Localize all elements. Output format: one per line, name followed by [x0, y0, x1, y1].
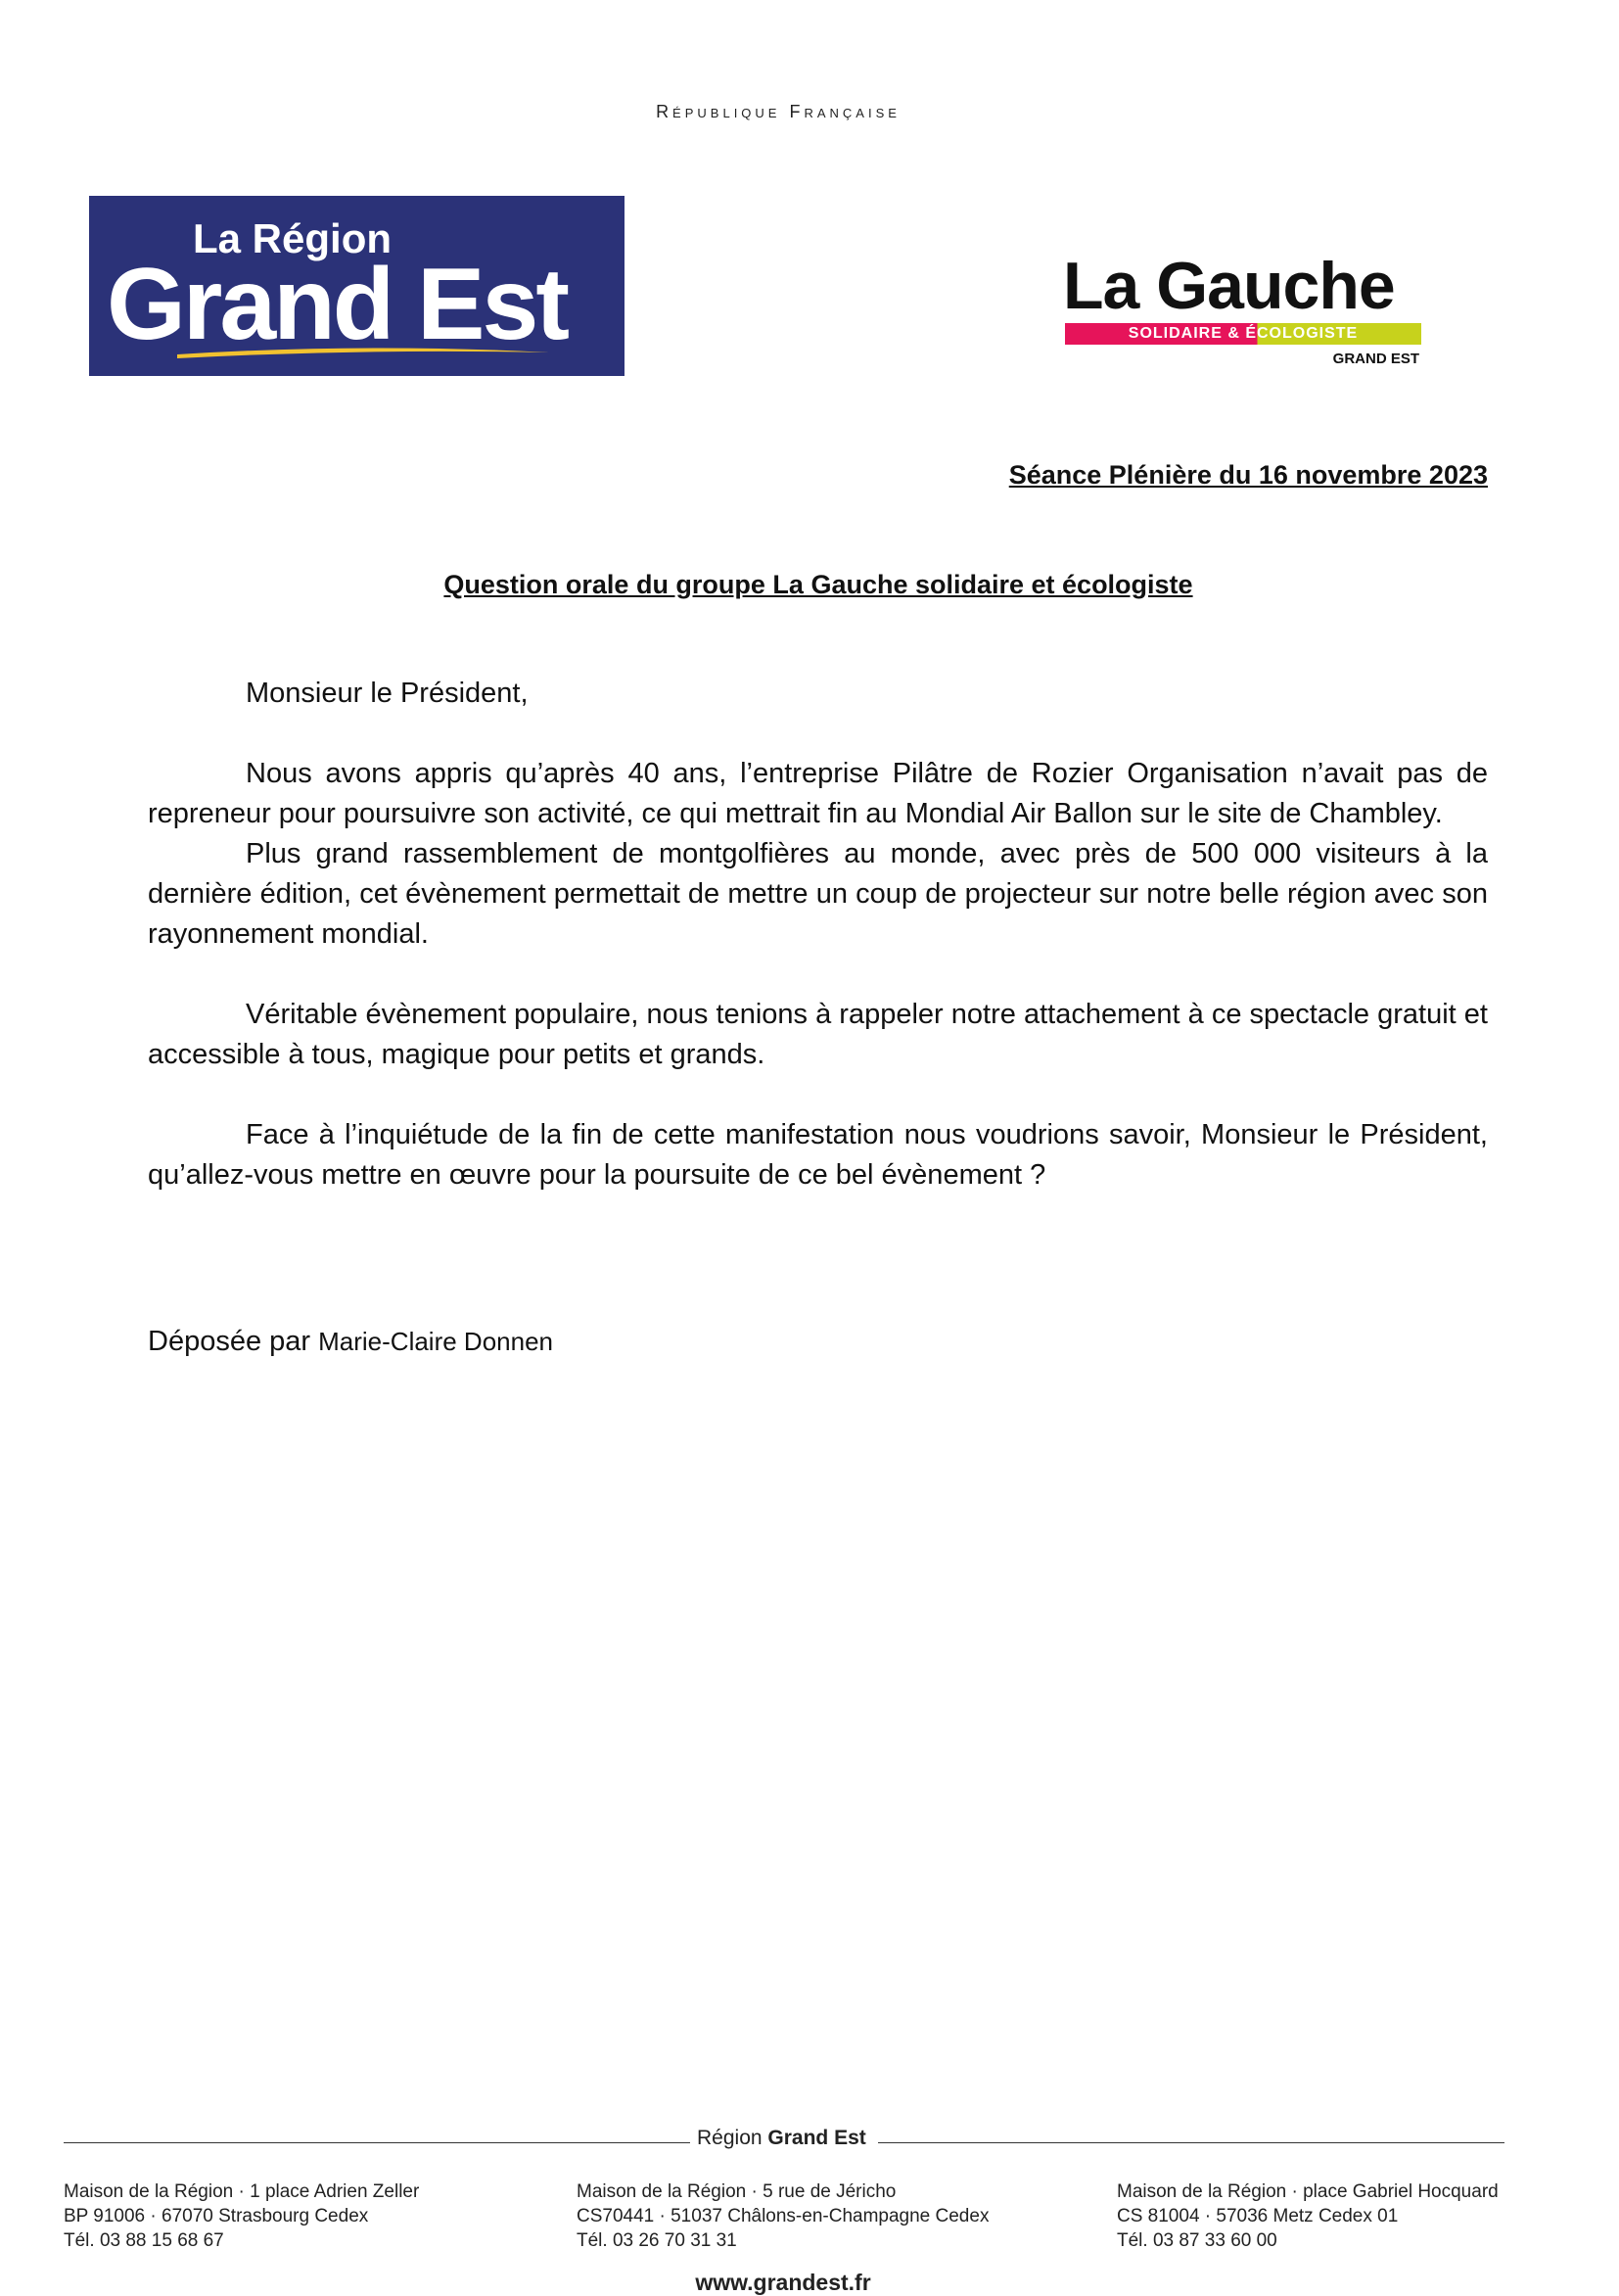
- gauche-logo-band: [1065, 323, 1421, 345]
- region-logo-swoosh-icon: [177, 341, 549, 360]
- footer-address-chalons: [577, 2179, 989, 2253]
- region-logo-line1: La Région: [193, 215, 393, 261]
- salutation: Monsieur le Président,: [246, 678, 529, 709]
- address-phone: Tél. 03 88 15 68 67: [64, 2230, 224, 2251]
- address-line: Maison de la Région · place Gabriel Hocquard: [1117, 2181, 1499, 2202]
- address-phone: Tél. 03 87 33 60 00: [1117, 2230, 1277, 2251]
- region-grand-est-logo: [89, 196, 624, 376]
- footer-address-metz: [1117, 2179, 1499, 2253]
- seance-date-heading: Séance Plénière du 16 novembre 2023: [1008, 460, 1488, 490]
- gauche-logo-line2: SOLIDAIRE & ÉCOLOGISTE: [1128, 325, 1359, 342]
- deposee-name: Marie-Claire Donnen: [318, 1327, 554, 1356]
- paragraph-4: Face à l’inquiétude de la fin de cette manifestation nous voudrions savoir, Monsieur le Président, qu’allez-vous mettre en œuvre pour la poursuite de ce bel évènement ?: [148, 1119, 1488, 1191]
- footer-divider-left: [64, 2142, 690, 2143]
- footer-brand: [697, 2127, 866, 2150]
- address-line: CS 81004 · 57036 Metz Cedex 01: [1117, 2206, 1399, 2226]
- deposee-par-line: [148, 1326, 553, 1358]
- address-line: CS70441 · 51037 Châlons-en-Champagne Cedex: [577, 2206, 990, 2226]
- footer-brand-name: Grand Est: [767, 2127, 866, 2149]
- footer-brand-prefix: Région: [697, 2127, 763, 2149]
- paragraph-1: Nous avons appris qu’après 40 ans, l’entreprise Pilâtre de Rozier Organisation n’avait pas de repreneur pour poursuivre son activité, ce qui mettrait fin au Mondial Air Ballon sur le site de Chambley.: [148, 758, 1488, 829]
- address-line: BP 91006 · 67070 Strasbourg Cedex: [64, 2206, 369, 2226]
- la-gauche-logo: [1063, 249, 1425, 370]
- gauche-logo-line3: GRAND EST: [1332, 351, 1419, 367]
- address-line: Maison de la Région · 5 rue de Jéricho: [577, 2181, 897, 2202]
- footer-website: www.grandest.fr: [695, 2270, 871, 2295]
- footer-address-strasbourg: [64, 2179, 419, 2253]
- address-line: Maison de la Région · 1 place Adrien Zeller: [64, 2181, 420, 2202]
- deposee-prefix: Déposée par: [148, 1326, 311, 1357]
- gauche-logo-line1: La Gauche: [1063, 249, 1395, 323]
- subject-heading: Question orale du groupe La Gauche solidaire et écologiste: [443, 570, 1193, 599]
- paragraph-2: Plus grand rassemblement de montgolfières au monde, avec près de 500 000 visiteurs à la dernière édition, cet évènement permettait de mettre un coup de projecteur sur notre belle région avec son rayonnement mondial.: [148, 838, 1488, 950]
- region-logo-line2: Grand Est: [107, 248, 567, 361]
- republique-francaise-header: République Française: [656, 102, 901, 121]
- paragraph-3: Véritable évènement populaire, nous tenions à rappeler notre attachement à ce spectacle gratuit et accessible à tous, magique pour petits et grands.: [148, 999, 1488, 1070]
- footer-divider-right: [878, 2142, 1504, 2143]
- letter-body: [148, 674, 1488, 1195]
- address-phone: Tél. 03 26 70 31 31: [577, 2230, 737, 2251]
